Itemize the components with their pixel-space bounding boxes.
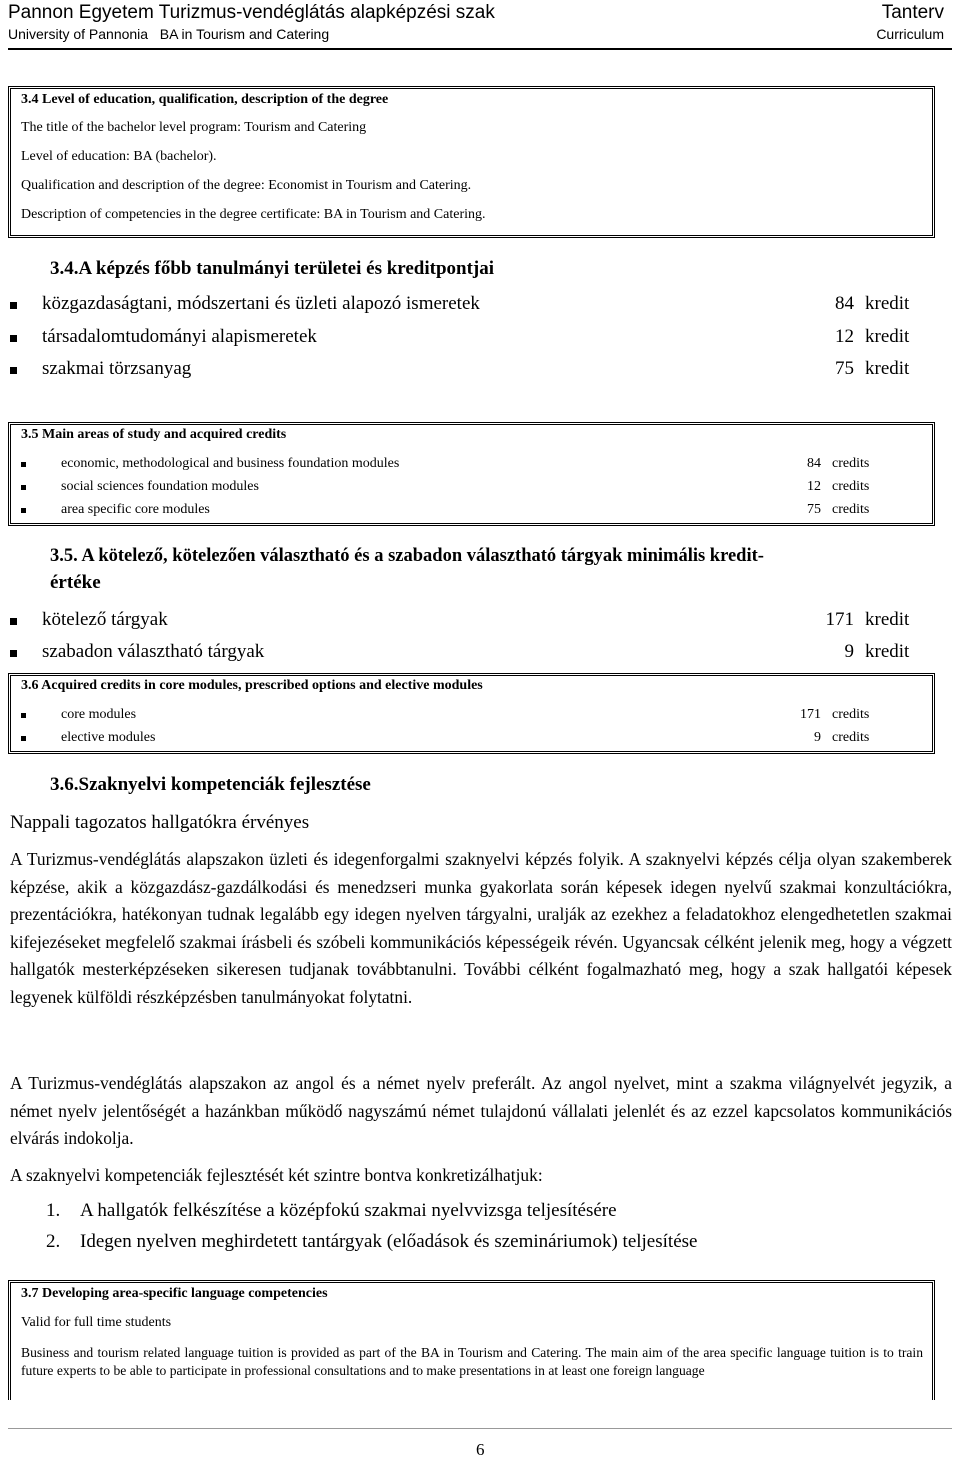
- credit-unit: kredit: [865, 609, 910, 630]
- footer-divider: [8, 1428, 952, 1429]
- box-3-4-line: Qualification and description of the degree: Economist in Tourism and Catering.: [21, 178, 472, 193]
- credit-value: 9: [844, 641, 854, 662]
- section-3-5-heading-cont: értéke: [50, 572, 101, 593]
- credit-row: [21, 479, 921, 497]
- credit-value: 171: [825, 609, 854, 630]
- credit-label: közgazdaságtani, módszertani és üzleti alapozó ismeretek: [42, 293, 480, 314]
- bullet-icon: [10, 335, 17, 342]
- credit-value: 171: [800, 707, 821, 722]
- bullet-icon: [21, 713, 26, 718]
- credit-value: 9: [814, 730, 821, 745]
- credit-unit: kredit: [865, 358, 910, 379]
- credit-row: [21, 502, 921, 520]
- credit-unit: credits: [832, 502, 870, 517]
- credit-unit: credits: [832, 479, 870, 494]
- credit-label: kötelező tárgyak: [42, 609, 168, 630]
- header-right-bottom: Curriculum: [876, 26, 944, 42]
- box-3-4-line: Level of education: BA (bachelor).: [21, 149, 217, 164]
- credit-unit: credits: [832, 707, 870, 722]
- credit-label: elective modules: [61, 730, 156, 745]
- bullet-icon: [21, 508, 26, 513]
- paragraph: A szaknyelvi kompetenciák fejlesztését két szintre bontva konkretizálhatjuk:: [10, 1165, 543, 1185]
- box-3-4-heading: 3.4 Level of education, qualification, description of the degree: [21, 92, 389, 107]
- credit-label: szakmai törzsanyag: [42, 358, 192, 379]
- box-3-7-heading: 3.7 Developing area-specific language competencies: [21, 1286, 328, 1301]
- paragraph: A Turizmus-vendéglátás alapszakon az angol és a német nyelv preferált. Az angol nyelvet, mint a szakma világnyelvét jegyzik, a német nyelv jelentőségét a hazánkban működő nagyszámú német tulajdonú vállalati jelenlét és az ezzel kapcsolatos kommunikációs elvárás indokolja.: [10, 1073, 952, 1148]
- section-3-6-heading: 3.6.Szaknyelvi kompetenciák fejlesztése: [50, 774, 371, 795]
- page-number: 6: [476, 1440, 485, 1459]
- bullet-icon: [21, 485, 26, 490]
- box-3-6-english: [8, 673, 935, 754]
- credit-label: társadalomtudományi alapismeretek: [42, 326, 317, 347]
- credit-row: [10, 358, 920, 384]
- section-3-4-heading: 3.4.A képzés főbb tanulmányi területei és kreditpontjai: [50, 258, 495, 279]
- credit-value: 84: [835, 293, 854, 314]
- box-3-5-english: [8, 422, 935, 526]
- credit-row: [21, 456, 921, 474]
- list-text: A hallgatók felkészítése a középfokú szakmai nyelvvizsga teljesítésére: [80, 1200, 617, 1221]
- list-number: 1.: [46, 1200, 61, 1221]
- credit-label: social sciences foundation modules: [61, 479, 259, 494]
- credit-value: 12: [835, 326, 854, 347]
- list-text: Idegen nyelven meghirdetett tantárgyak (előadások és szemináriumok) teljesítése: [80, 1231, 698, 1252]
- bullet-icon: [10, 650, 17, 657]
- section-3-6-subheading: Nappali tagozatos hallgatókra érvényes: [10, 812, 310, 833]
- credit-value: 75: [807, 502, 821, 517]
- header-title: Pannon Egyetem Turizmus-vendéglátás alapképzési szak: [8, 2, 495, 23]
- bullet-icon: [10, 302, 17, 309]
- box-3-4-line: The title of the bachelor level program: Tourism and Catering: [21, 120, 367, 135]
- section-3-5-heading: 3.5. A kötelező, kötelezően választható és a szabadon választható tárgyak minimális kredit-: [50, 546, 764, 566]
- credit-unit: credits: [832, 456, 870, 471]
- credit-label: area specific core modules: [61, 502, 210, 517]
- credit-row: [10, 641, 920, 667]
- credit-row: [10, 609, 920, 635]
- credit-value: 12: [807, 479, 821, 494]
- credit-unit: kredit: [865, 641, 910, 662]
- credit-row: [10, 293, 920, 319]
- list-number: 2.: [46, 1231, 61, 1252]
- header-divider: [8, 48, 952, 50]
- bullet-icon: [10, 618, 17, 625]
- credit-unit: kredit: [865, 293, 910, 314]
- credit-row: [10, 326, 920, 352]
- box-3-4-line: Description of competencies in the degree certificate: BA in Tourism and Catering.: [21, 207, 486, 222]
- header-subtitle: University of Pannonia BA in Tourism and Catering: [8, 26, 330, 42]
- credit-label: szabadon választható tárgyak: [42, 641, 265, 662]
- box-3-7-text: Business and tourism related language tuition is provided as part of the BA in Tourism and Catering. The main aim of the area specific language tuition is to train future experts to be able to participate in professional consultations and to make presentations in at least one foreign language: [21, 1345, 923, 1378]
- credit-unit: credits: [832, 730, 870, 745]
- bullet-icon: [10, 367, 17, 374]
- bullet-icon: [21, 462, 26, 467]
- header-right-top: Tanterv: [881, 2, 944, 23]
- box-3-6-heading: 3.6 Acquired credits in core modules, prescribed options and elective modules: [21, 678, 483, 693]
- credit-unit: kredit: [865, 326, 910, 347]
- credit-label: economic, methodological and business foundation modules: [61, 456, 400, 471]
- credit-label: core modules: [61, 707, 137, 722]
- credit-value: 84: [807, 456, 821, 471]
- credit-row: [21, 730, 921, 748]
- box-3-5-heading: 3.5 Main areas of study and acquired credits: [21, 427, 287, 442]
- credit-row: [21, 707, 921, 725]
- credit-value: 75: [835, 358, 854, 379]
- paragraph: A Turizmus-vendéglátás alapszakon üzleti és idegenforgalmi szaknyelvi képzés folyik. A szaknyelvi képzés célja olyan szakemberek képzése, akik a közgazdász-gazdálkodási és menedzseri munka gyakorlata során képesek idegen nyelvű szakmai konzultációkra, prezentációkra, hatékonyan tudnak legalább egy idegen nyelven tárgyalni, uralják az ezekhez a feladatokhoz elengedhetetlen szakmai kifejezéseket megfelelő szakmai írásbeli és szóbeli kommunikációs képességeik révén. Ugyancsak célként jelenik meg, hogy a végzett hallgatók mesterképzéseken sikeresen tudjanak továbbtanulni. További célként fogalmazható meg, hogy a szak hallgatói képesek legyenek külföldi részképzésben tanulmányokat folytatni.: [10, 849, 952, 1007]
- box-3-4-english: [8, 86, 935, 238]
- box-3-7-english: [8, 1280, 935, 1400]
- bullet-icon: [21, 736, 26, 741]
- box-3-7-sub: Valid for full time students: [21, 1315, 172, 1330]
